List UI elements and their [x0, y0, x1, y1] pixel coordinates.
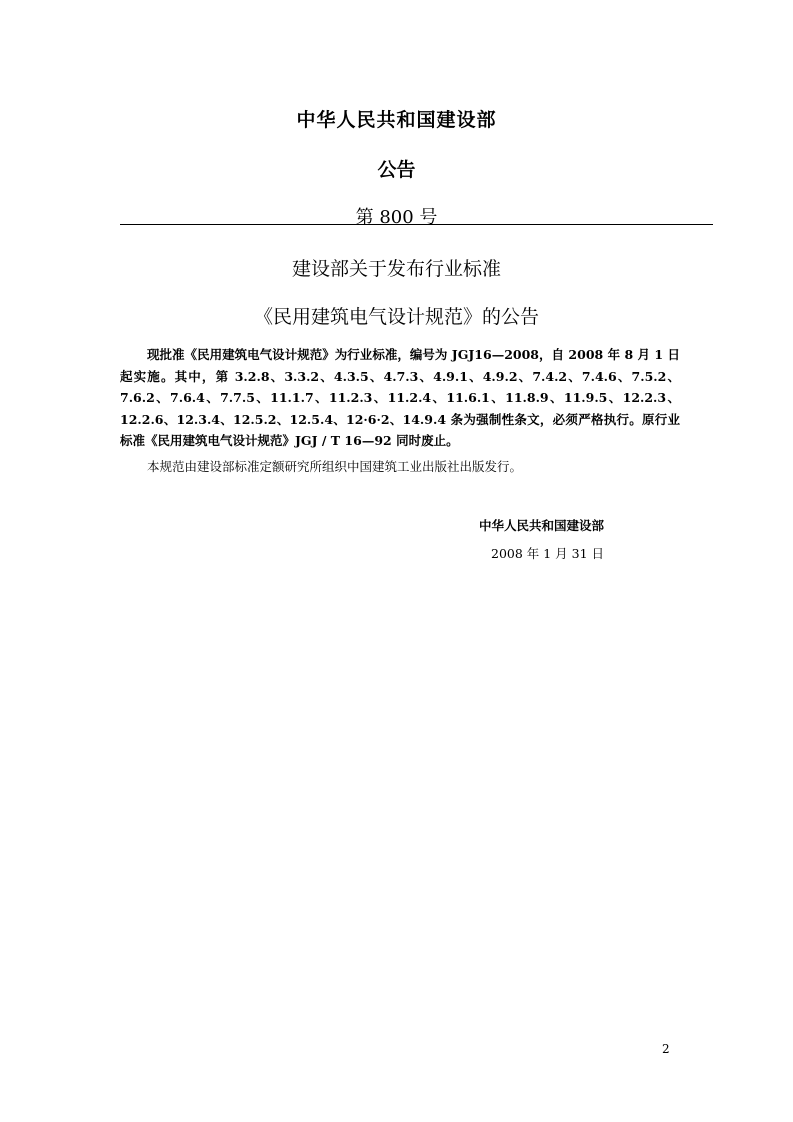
body-paragraph-publisher: 本规范由建设部标准定额研究所组织中国建筑工业出版社出版发行。: [147, 459, 523, 474]
document-number: 第 800 号: [355, 207, 438, 228]
body-paragraph-main: 现批准《民用建筑电气设计规范》为行业标准，编号为 JGJ16—2008，自 2008 年 8 月 1 日起实施。其中，第 3.2.8、3.3.2、4.3.5、4.7.3、4.9.1、4.9.2、7.4.2、7.4.6、7.5.2、7.6.2、7.6.4、7.7.5、11.1.7、11.2.3、11.2.4、11.6.1、11.8.9、11.9.5、12.2.3、12.2.6、12.3.4、12.5.2、12.5.4、12·6·2、14.9.4 条为强制性条文，必须严格执行。原行业标准《民用建筑电气设计规范》JGJ / T 16—92 同时废止。: [120, 347, 680, 448]
signature-issuer: 中华人民共和国建设部: [479, 518, 605, 533]
announcement-title-line1: 建设部关于发布行业标准: [291, 258, 501, 280]
announcement-title-line2: 《民用建筑电气设计规范》的公告: [253, 306, 539, 328]
signature-date: 2008 年 1 月 31 日: [491, 546, 605, 561]
issuer-heading: 中华人民共和国建设部: [296, 109, 497, 131]
page-number: 2: [662, 1042, 670, 1056]
document-type-heading: 公告: [377, 159, 416, 181]
header-divider: [120, 224, 713, 225]
